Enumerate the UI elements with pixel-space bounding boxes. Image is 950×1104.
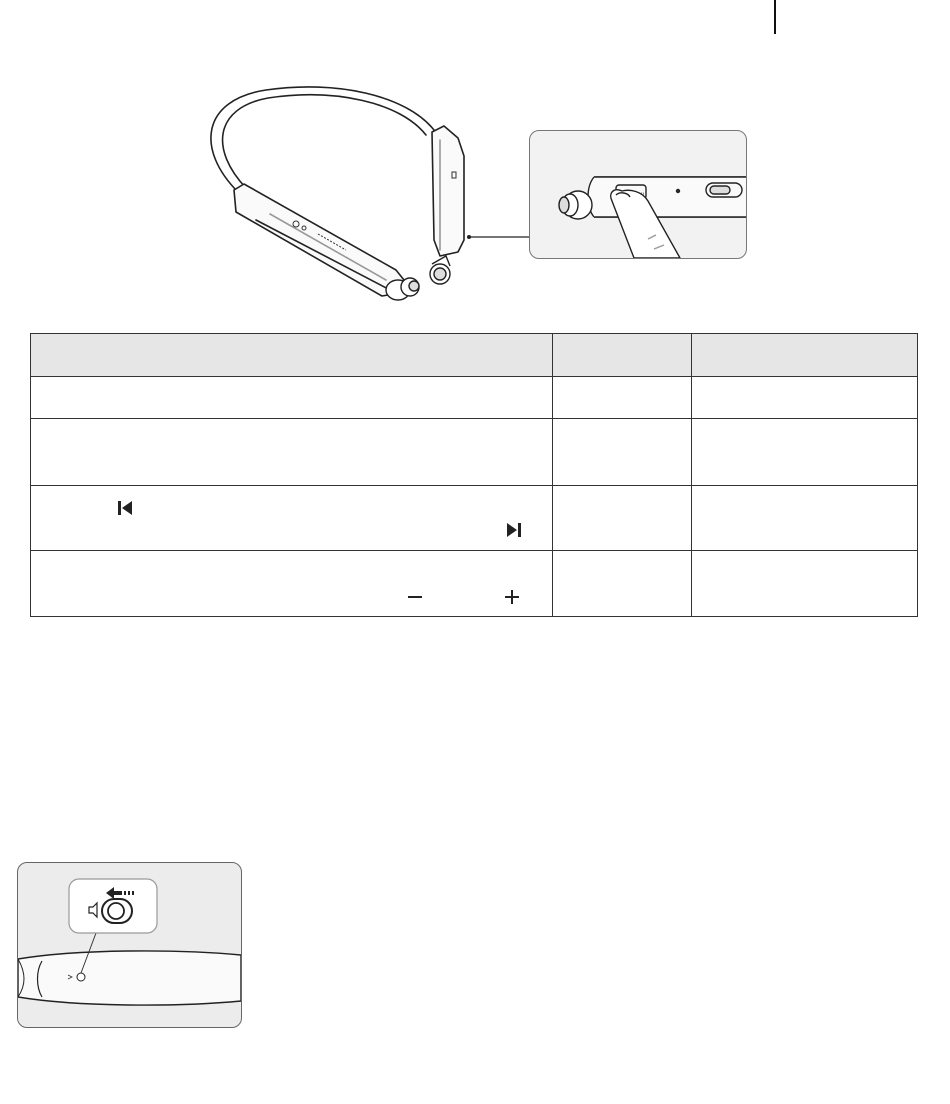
- table-cell: [692, 419, 918, 486]
- table-cell: [692, 377, 918, 419]
- power-switch-callout: [17, 862, 242, 1028]
- table-cell: [31, 551, 553, 617]
- controls-table: [30, 333, 918, 617]
- earbud-icon: [559, 191, 592, 219]
- volume-down-icon: [407, 589, 423, 605]
- table-cell: [692, 551, 918, 617]
- previous-track-icon: [117, 500, 133, 516]
- power-switch-illustration: [18, 863, 241, 1027]
- headset-illustration: [196, 80, 486, 310]
- table-cell: [31, 377, 553, 419]
- callout-leader-line: [466, 232, 532, 242]
- power-switch-icon: [102, 899, 132, 923]
- header-cell: [552, 334, 691, 377]
- table-row: [31, 486, 918, 551]
- table-cell: [31, 419, 553, 486]
- table-row: [31, 377, 918, 419]
- crop-mark: [774, 0, 776, 34]
- header-cell: [692, 334, 918, 377]
- table-cell: [31, 486, 553, 551]
- table-cell: [692, 486, 918, 551]
- table-cell: [552, 486, 691, 551]
- table-cell: [552, 419, 691, 486]
- earbud-right-icon: [430, 256, 450, 284]
- table-row: [31, 419, 918, 486]
- button-detail-illustration: [530, 131, 746, 258]
- next-track-icon: [506, 522, 522, 538]
- table-cell: [552, 377, 691, 419]
- table-header-row: [31, 334, 918, 377]
- table-cell: [552, 551, 691, 617]
- header-cell: [31, 334, 553, 377]
- button-detail-callout: [529, 130, 747, 259]
- volume-up-icon: [504, 589, 520, 605]
- table-row: [31, 551, 918, 617]
- earbud-left-icon: [386, 278, 419, 300]
